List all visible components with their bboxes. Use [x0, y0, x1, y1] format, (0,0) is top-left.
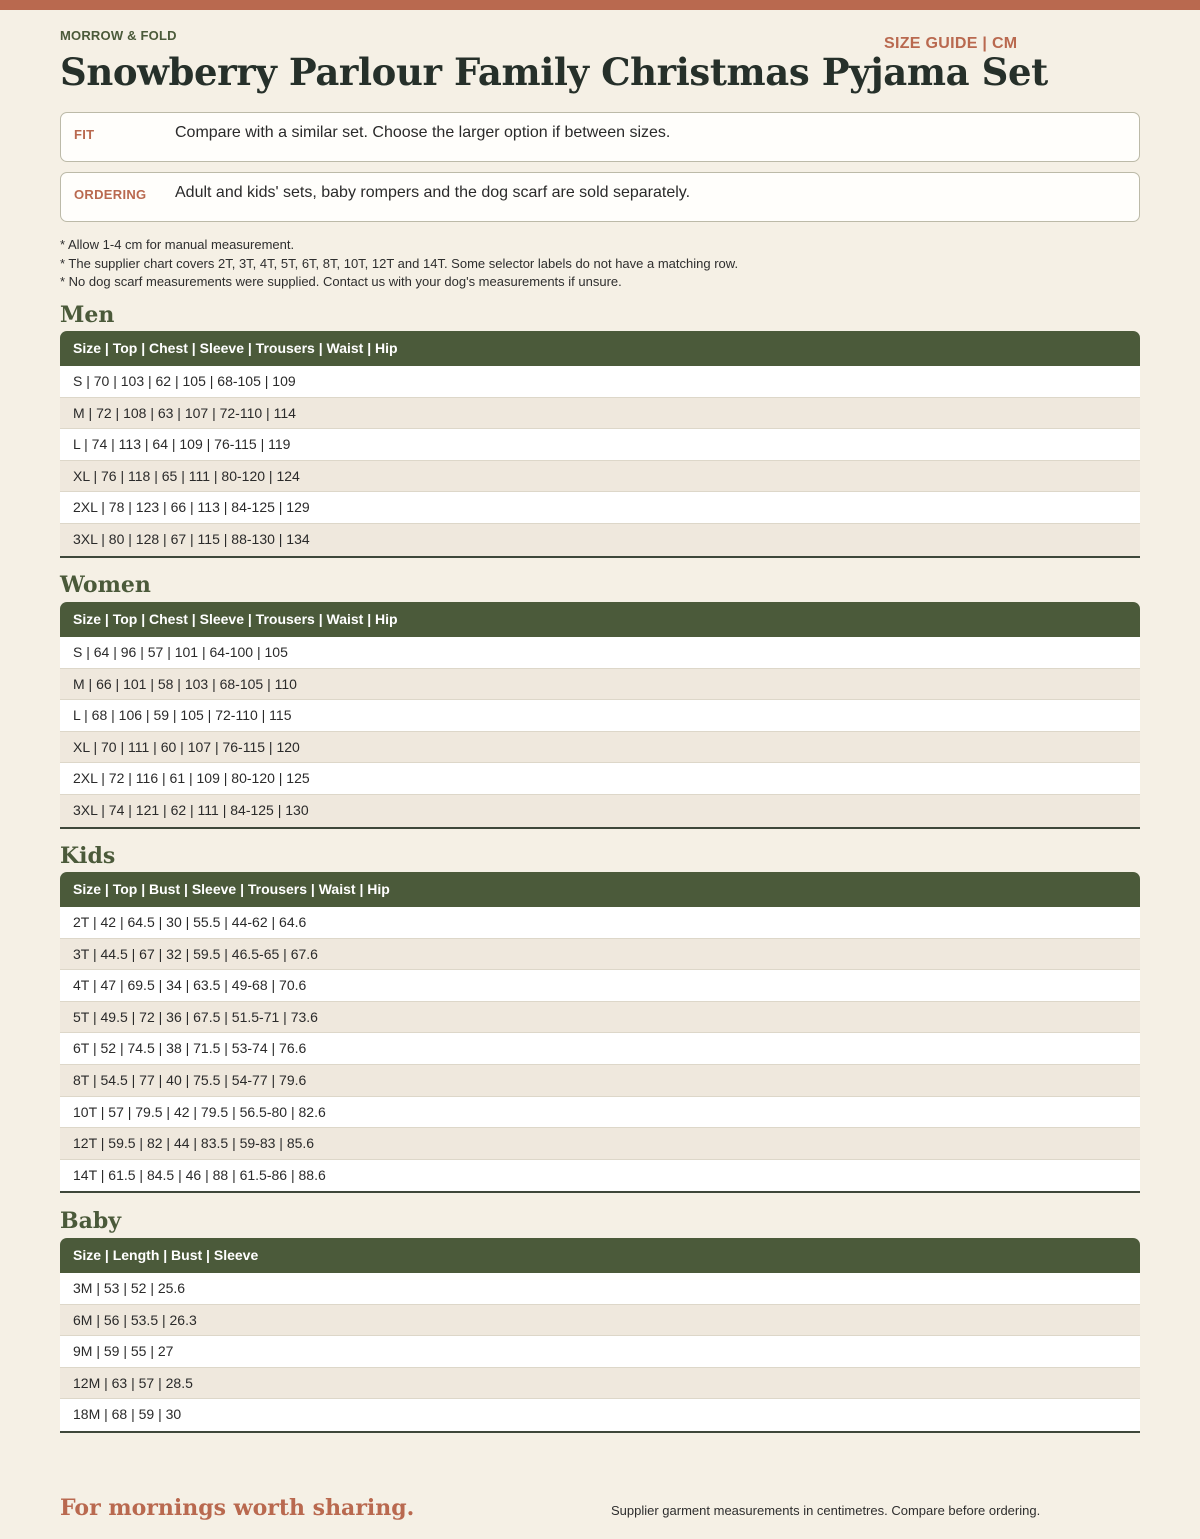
ordering-text: Adult and kids' sets, baby rompers and the dog scarf are sold separately.	[175, 184, 691, 201]
section-title-women: Women	[60, 572, 151, 598]
table-row: 8T | 54.5 | 77 | 40 | 75.5 | 54-77 | 79.6	[60, 1065, 1140, 1097]
table-row: 3XL | 80 | 128 | 67 | 115 | 88-130 | 134	[60, 524, 1140, 556]
size-guide-badge: SIZE GUIDE | CM	[884, 35, 1018, 52]
table-row: S | 70 | 103 | 62 | 105 | 68-105 | 109	[60, 366, 1140, 398]
table-row: 4T | 47 | 69.5 | 34 | 63.5 | 49-68 | 70.6	[60, 970, 1140, 1002]
table-row: 12M | 63 | 57 | 28.5	[60, 1368, 1140, 1400]
footer-tagline: For mornings worth sharing.	[60, 1495, 415, 1521]
table-header: Size | Top | Chest | Sleeve | Trousers | Waist | Hip	[60, 331, 1140, 366]
table-row: XL | 76 | 118 | 65 | 111 | 80-120 | 124	[60, 461, 1140, 493]
section-title-baby: Baby	[60, 1208, 122, 1234]
table-header: Size | Top | Chest | Sleeve | Trousers | Waist | Hip	[60, 602, 1140, 637]
table-row: 2XL | 78 | 123 | 66 | 113 | 84-125 | 129	[60, 492, 1140, 524]
size-table-men	[60, 331, 1140, 558]
table-row: S | 64 | 96 | 57 | 101 | 64-100 | 105	[60, 637, 1140, 669]
table-row: 3M | 53 | 52 | 25.6	[60, 1273, 1140, 1305]
brand-name: MORROW & FOLD	[60, 28, 177, 43]
table-row: 18M | 68 | 59 | 30	[60, 1399, 1140, 1431]
table-row: 3T | 44.5 | 67 | 32 | 59.5 | 46.5-65 | 67.6	[60, 939, 1140, 971]
footer-note: Supplier garment measurements in centimetres. Compare before ordering.	[611, 1503, 1041, 1518]
table-row: 10T | 57 | 79.5 | 42 | 79.5 | 56.5-80 | 82.6	[60, 1097, 1140, 1129]
section-title-men: Men	[60, 302, 115, 328]
fit-label: FIT	[74, 127, 95, 142]
section-title-kids: Kids	[60, 843, 116, 869]
table-row: 3XL | 74 | 121 | 62 | 111 | 84-125 | 130	[60, 795, 1140, 827]
note-supplier-chart: * The supplier chart covers 2T, 3T, 4T, 5T, 6T, 8T, 10T, 12T and 14T. Some selector labels do not have a matching row.	[60, 255, 739, 271]
fit-text: Compare with a similar set. Choose the larger option if between sizes.	[175, 124, 671, 141]
ordering-info-box	[60, 172, 1140, 222]
table-row: 14T | 61.5 | 84.5 | 46 | 88 | 61.5-86 | 88.6	[60, 1160, 1140, 1192]
table-row: 12T | 59.5 | 82 | 44 | 83.5 | 59-83 | 85.6	[60, 1128, 1140, 1160]
table-row: 2XL | 72 | 116 | 61 | 109 | 80-120 | 125	[60, 763, 1140, 795]
note-dog-scarf: * No dog scarf measurements were supplied. Contact us with your dog's measurements if unsure.	[60, 274, 622, 290]
table-row: L | 74 | 113 | 64 | 109 | 76-115 | 119	[60, 429, 1140, 461]
table-row: L | 68 | 106 | 59 | 105 | 72-110 | 115	[60, 700, 1140, 732]
table-header: Size | Top | Bust | Sleeve | Trousers | Waist | Hip	[60, 872, 1140, 907]
table-row: 6T | 52 | 74.5 | 38 | 71.5 | 53-74 | 76.6	[60, 1033, 1140, 1065]
table-row: 2T | 42 | 64.5 | 30 | 55.5 | 44-62 | 64.6	[60, 907, 1140, 939]
page-title: Snowberry Parlour Family Christmas Pyjama Set	[60, 50, 1048, 94]
table-row: 9M | 59 | 55 | 27	[60, 1336, 1140, 1368]
table-row: XL | 70 | 111 | 60 | 107 | 76-115 | 120	[60, 732, 1140, 764]
table-row: 5T | 49.5 | 72 | 36 | 67.5 | 51.5-71 | 73.6	[60, 1002, 1140, 1034]
size-table-women	[60, 602, 1140, 829]
size-table-kids	[60, 872, 1140, 1193]
size-table-baby	[60, 1238, 1140, 1433]
table-row: 6M | 56 | 53.5 | 26.3	[60, 1305, 1140, 1337]
top-accent-bar	[0, 0, 1200, 10]
table-row: M | 66 | 101 | 58 | 103 | 68-105 | 110	[60, 669, 1140, 701]
table-row: M | 72 | 108 | 63 | 107 | 72-110 | 114	[60, 398, 1140, 430]
ordering-label: ORDERING	[74, 187, 147, 202]
notes	[60, 236, 738, 292]
fit-info-box	[60, 112, 1140, 162]
table-header: Size | Length | Bust | Sleeve	[60, 1238, 1140, 1273]
note-manual-measurement: * Allow 1-4 cm for manual measurement.	[60, 237, 295, 252]
